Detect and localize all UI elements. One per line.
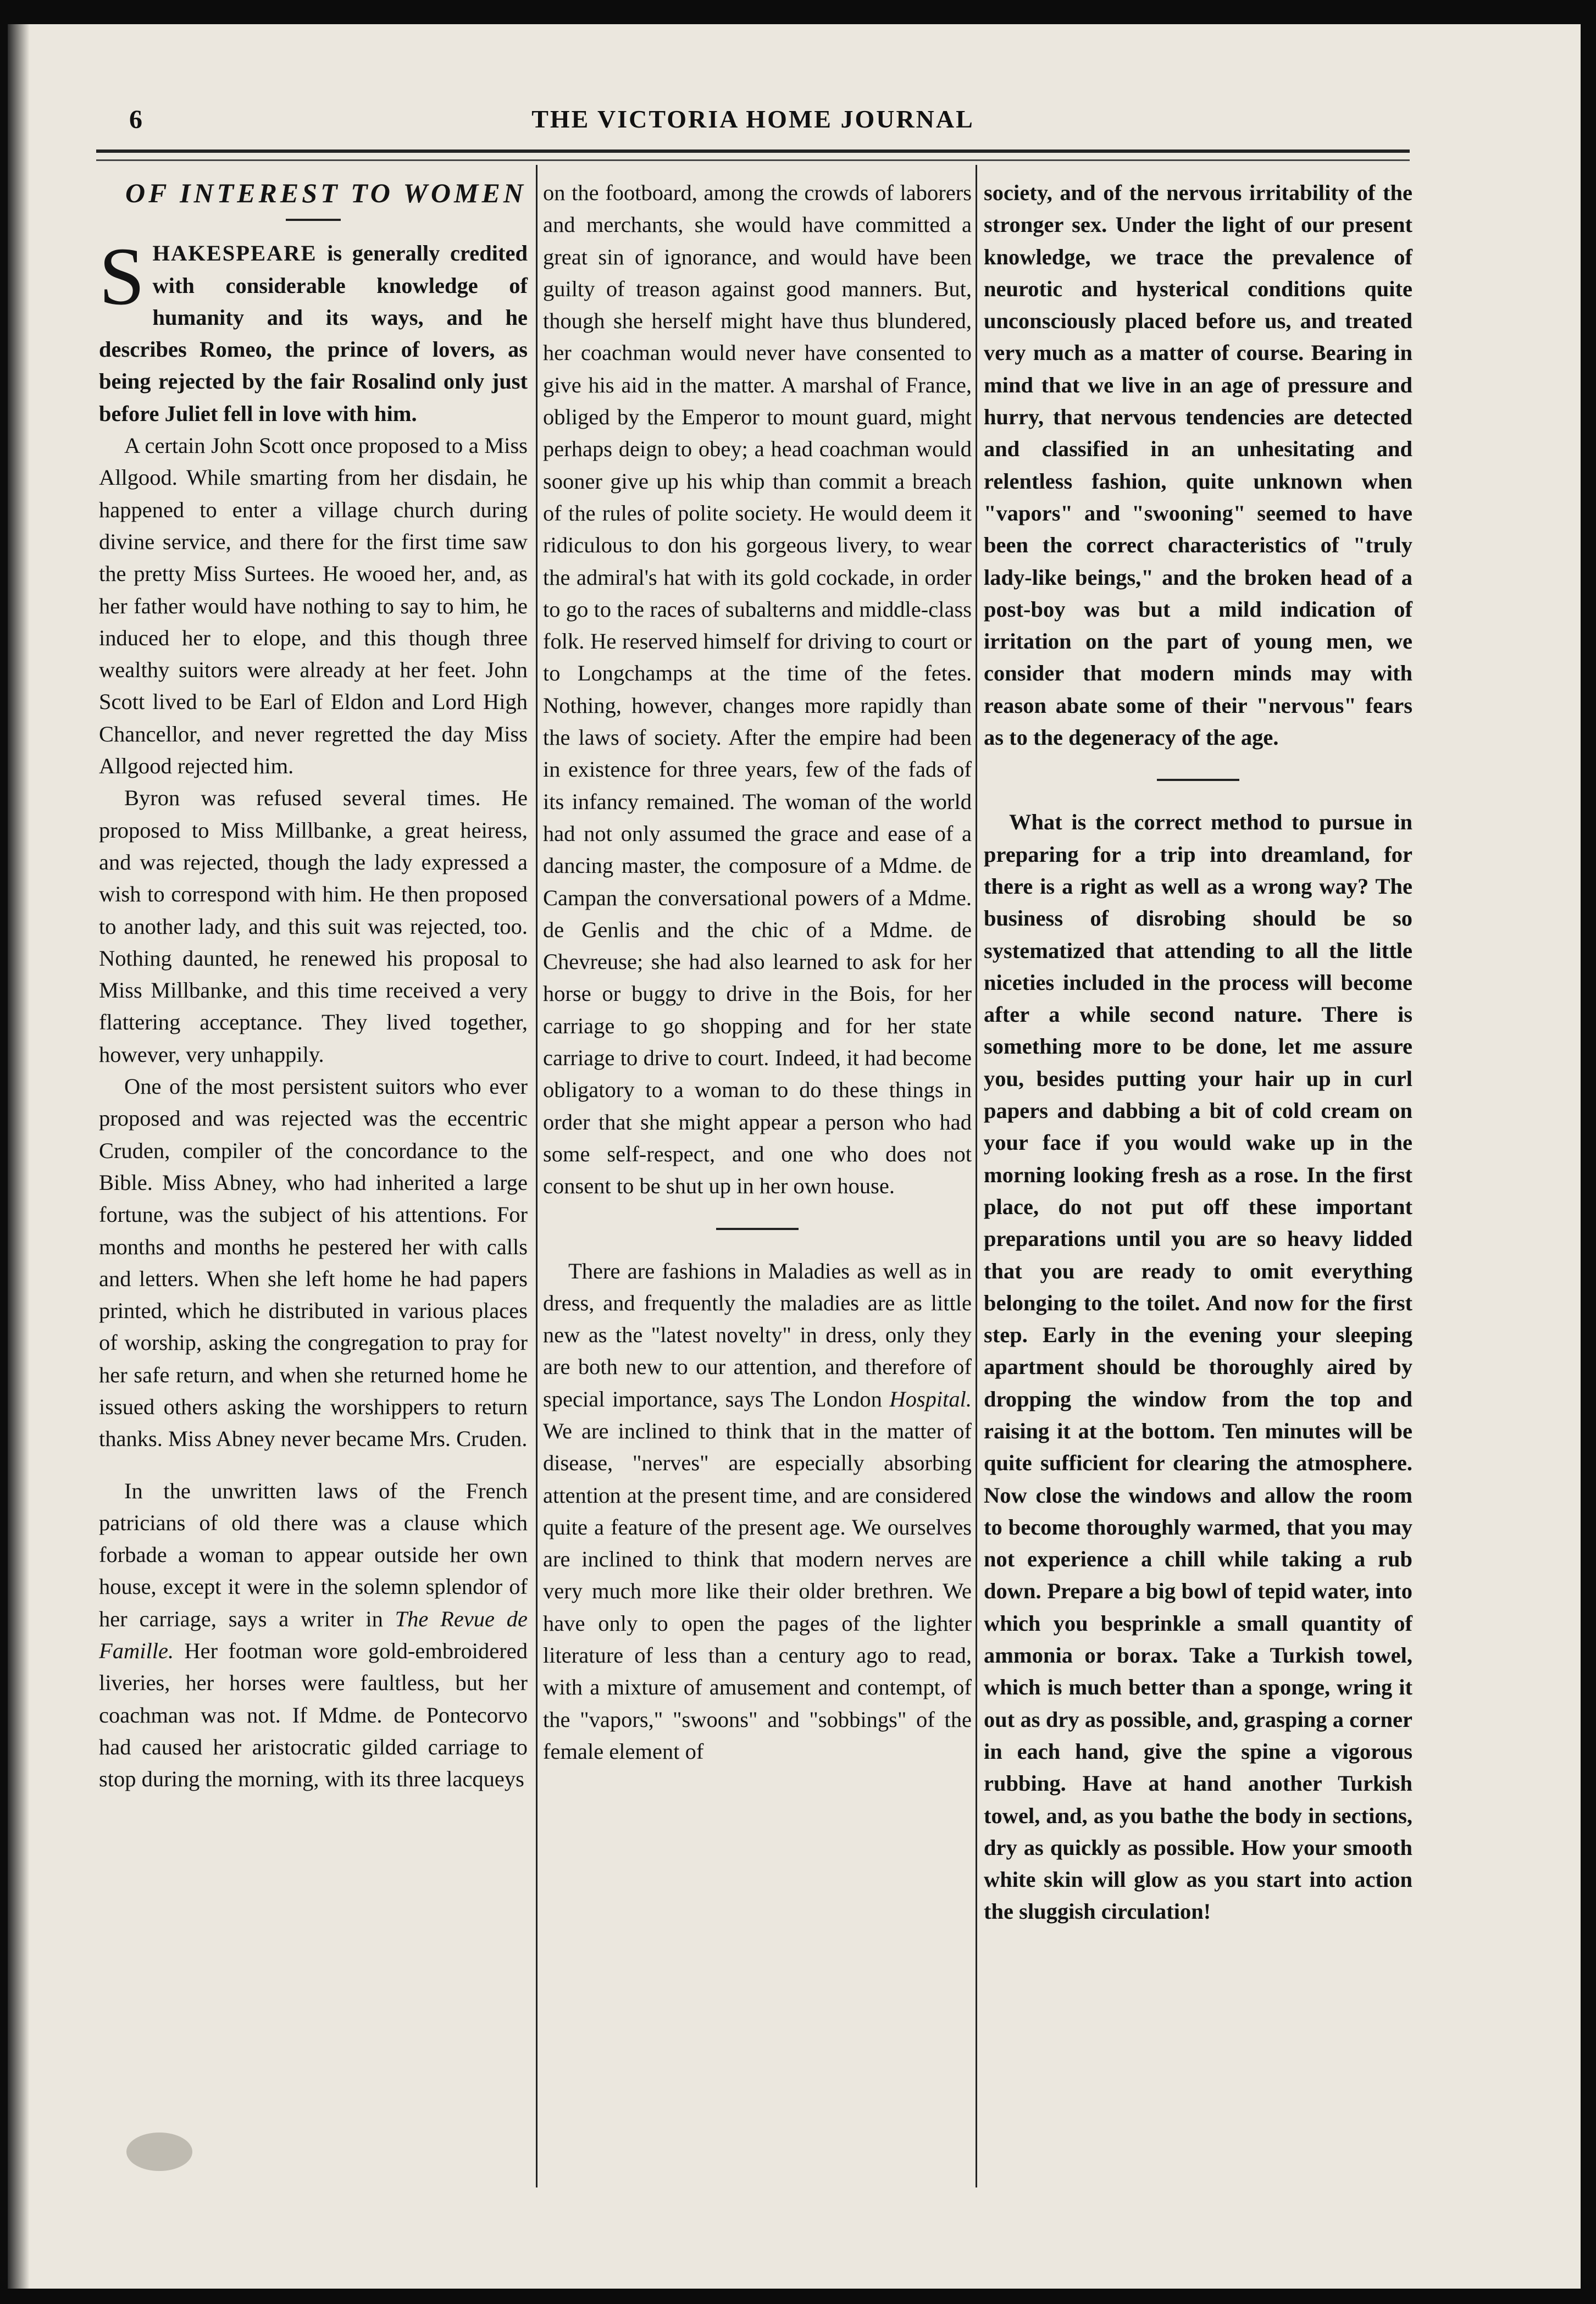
column-divider-1 <box>536 165 537 2187</box>
article-paragraph: One of the most persistent suitors who ever proposed and was rejected was the eccentric Cruden, compiler of the concordance to the Bible. Miss Abney, who had inherited a large fortune, was the subject of his attentions. For months and months he pestered her with calls and letters. When she left home he had papers printed, which he distributed in various places of worship, asking the congregation to pray for her safe return, and when she returned home he issued others asking the worshippers to return thanks. Miss Abney never became Mrs. Cruden. <box>99 1074 528 1452</box>
article-paragraph <box>543 1255 972 1768</box>
header-rule <box>96 149 1410 153</box>
paragraph-text: There are fashions in Maladies as well as in dress, and frequently the maladies are as little new as the "latest novelty" in dress, only they are both new to our attention, and therefore of special importance, says The London <box>543 1258 972 1411</box>
article-divider <box>1157 779 1239 781</box>
article-paragraph: on the footboard, among the crowds of laborers and merchants, she would have committed a great sin of ignorance, and would have been guilty of treason against good manners. But, though she herself might have thus blundered, her coachman would never have consented to give his aid in the matter. A marshal of France, obliged by the Emperor to mount guard, might perhaps deign to obey; a head coachman would sooner give up his whip than commit a breach of the rules of polite society. He would deem it ridiculous to don his gorgeous livery, to wear the admiral's hat with its gold cockade, in order to go to the races of subalterns and middle-class folk. He reserved himself for driving to court or to Longchamps at the time of the fetes. Nothing, however, changes more rapidly than the laws of society. After the empire had been in existence for three years, few of the fads of its infancy remained. The woman of the world had not only assumed the grace and ease of a dancing master, the composure of a Mdme. de Campan the conversational powers of a Mdme. de Genlis and the chic of a Mdme. de Chevreuse; she had also learned to ask for her horse or buggy to drive in the Bois, for her carriage to go shopping and for her state carriage to drive to court. Indeed, it had become obligatory to a woman to do these things in order that she might appear a person who had some self-respect, and one who does not consent to be shut up in her own house. <box>543 180 972 1199</box>
masthead-title: THE VICTORIA HOME JOURNAL <box>531 105 974 133</box>
paragraph-text: We are inclined to think that in the matter of disease, "nerves" are especially absorbing attention at the present time, and are considered quite a feature of the present age. We ourselves are inclined to think that modern nerves are very much more like their older brethren. We have only to open the pages of the lighter literature of less than a century ago to read, with a mixture of amusement and contempt, of the "vapors," "swoons" and "sobbings" of the female element of <box>543 1418 972 1764</box>
lead-word: HAKESPEARE <box>152 241 317 266</box>
article-paragraph: society, and of the nervous irritability of the stronger sex. Under the light of our present knowledge, we trace the prevalence of neurotic and hysterical conditions quite unconsciously placed before us, and treated very much as a matter of course. Bearing in mind that we live in an age of pressure and hurry, that nervous tendencies are detected and classified in an unhesitating and relentless fashion, quite unknown when "vapors" and "swooning" seemed to have been the correct characteristics of "truly lady-like beings," and the broken head of a post-boy was but a mild indication of irritation on the part of young men, we consider that modern minds may with reason abate some of their "nervous" fears as to the degeneracy of the age. <box>984 180 1412 750</box>
article-paragraph <box>99 1475 528 1796</box>
publication-name: The Revue de Famille. <box>99 1606 528 1664</box>
paragraph-text: is generally credited with considerable knowledge of humanity and its ways, and he describes Romeo, the prince of lovers, as being rejected by the fair Rosalind only just before Juliet fell in love with him. <box>99 241 528 426</box>
header-rule-thin <box>96 159 1410 161</box>
column-3 <box>984 177 1412 1928</box>
paragraph-text: In the unwritten laws of the French patricians of old there was a clause which forbade a woman to appear outside her own house, except it were in the solemn splendor of her carriage, says a writer in <box>99 1478 528 1631</box>
publication-name: Hospital. <box>889 1386 972 1411</box>
column-divider-2 <box>976 165 977 2187</box>
page-header <box>96 104 1410 148</box>
article-paragraph: What is the correct method to pursue in preparing for a trip into dreamland, for there is a right as well as a wrong way? The business of disrobing should be so systematized that attending to all the little niceties included in the process will become after a while second nature. There is something more to be done, let me assure you, besides putting your hair up in curl papers and dabbing a bit of cold cream on your face if you would wake up in the morning looking fresh as a rose. In the first place, do not put off these important preparations until you are so heavy lidded that you are ready to omit everything belonging to the toilet. And now for the first step. Early in the evening your sleeping apartment should be thoroughly aired by dropping the window from the top and raising it at the bottom. Ten minutes will be quite sufficient for clearing the atmosphere. Now close the windows and allow the room to become thoroughly warmed, that you may not experience a chill while taking a rub down. Prepare a big bowl of tepid water, into which you besprinkle a small quantity of ammonia or borax. Take a Turkish towel, which is much better than a sponge, wring it out as dry as possible, and, grasping a corner in each hand, give the spine a vigorous rubbing. Have at hand another Turkish towel, and, as you bathe the body in sections, dry as quickly as possible. How your smooth white skin will glow as you start into action the sluggish circulation! <box>984 810 1412 1924</box>
paragraph-text: Her footman wore gold-embroidered liveries, her horses were faultless, but her coachman was not. If Mdme. de Pontecorvo had caused her aristocratic gilded carriage to stop during the morning, with its three lacqueys <box>99 1638 528 1792</box>
article-paragraph: A certain John Scott once proposed to a Miss Allgood. While smarting from her disdain, he happened to enter a village church during divine service, and there for the first time saw the pretty Miss Surtees. He wooed her, and, as her father would have nothing to say to him, he induced her to elope, and this though three wealthy suitors were already at her feet. John Scott lived to be Earl of Eldon and Lord High Chancellor, and never regretted the day Miss Allgood rejected him. <box>99 433 528 779</box>
section-title: OF INTEREST TO WOMEN <box>125 178 527 208</box>
column-1 <box>99 177 528 1796</box>
page-number: 6 <box>129 105 142 134</box>
column-2 <box>543 177 972 1768</box>
page-edge-shadow <box>8 24 30 2289</box>
title-dash <box>286 219 341 221</box>
drop-cap: S <box>99 231 145 323</box>
article-paragraph <box>99 231 528 430</box>
article-paragraph: Byron was refused several times. He proposed to Miss Millbanke, a great heiress, and was rejected, though the lady expressed a wish to correspond with him. He then proposed to another lady, and this suit was rejected, too. Nothing daunted, he renewed his proposal to Miss Millbanke, and this time received a very flattering acceptance. They lived together, however, very unhappily. <box>99 785 528 1067</box>
article-divider <box>716 1228 799 1230</box>
ink-smudge <box>126 2133 192 2171</box>
